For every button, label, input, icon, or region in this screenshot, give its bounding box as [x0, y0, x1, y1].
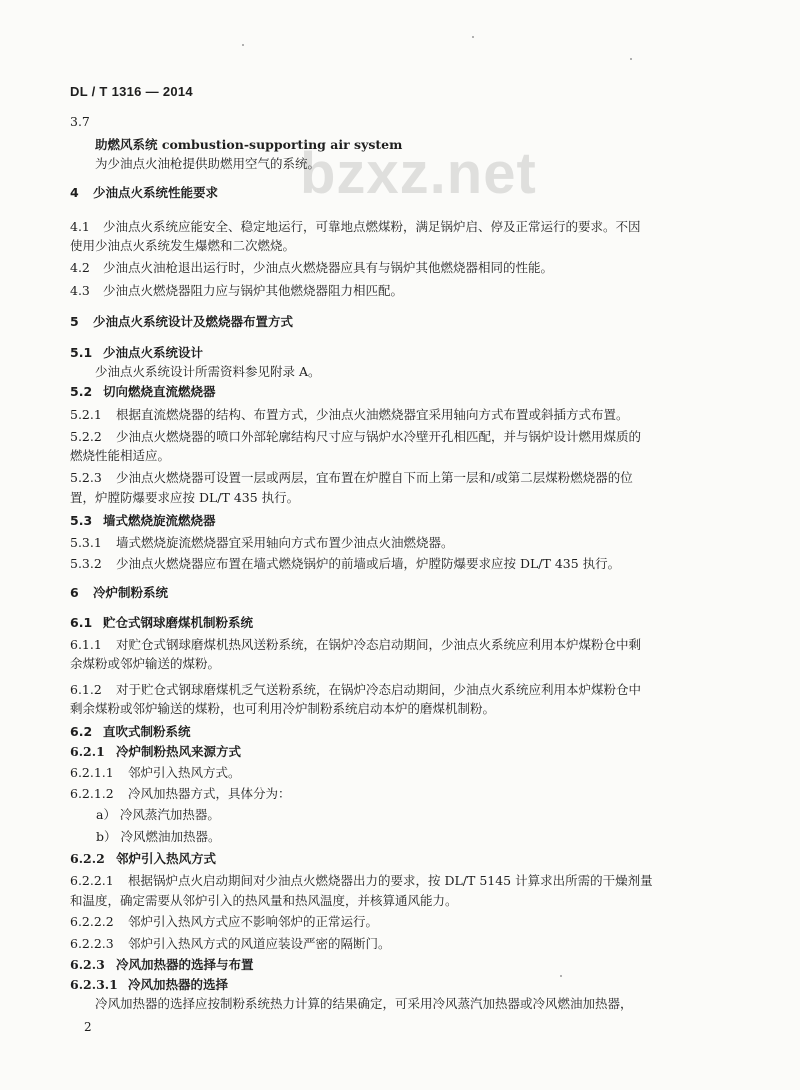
clause-text: a） 冷风蒸汽加热器。 — [96, 807, 220, 822]
clause-number: 5.3.1 — [70, 535, 102, 550]
clause-text: 贮仓式钢球磨煤机制粉系统 — [103, 615, 254, 630]
clause-text: 墙式燃烧旋流燃烧器宜采用轴向方式布置少油点火油燃烧器。 — [116, 535, 454, 550]
clause-text: 冷风加热器的选择应按制粉系统热力计算的结果确定，可采用冷风蒸汽加热器或冷风燃油加热器， — [95, 996, 633, 1011]
clause-text: 剩余煤粉或邻炉输送的煤粉，也可利用冷炉制粉系统启动本炉的磨煤机制粉。 — [70, 701, 496, 716]
clause-text: 少油点火系统应能安全、稳定地运行，可靠地点燃煤粉，满足锅炉启、停及正常运行的要求。不因 — [103, 219, 641, 234]
clause-text: 少油点火系统设计所需资料参见附录 A。 — [95, 364, 321, 379]
scan-speck — [242, 44, 244, 46]
clause-number: 6.1 — [70, 615, 93, 630]
clause-number: 5 — [70, 314, 79, 329]
clause-number: 6.1.1 — [70, 637, 102, 652]
clause-text: 邻炉引入热风方式 — [116, 851, 217, 866]
standard-header: DL / T 1316 — 2014 — [70, 84, 193, 99]
clause-number: 6.2.2.3 — [70, 936, 114, 951]
clause-number: 3.7 — [70, 114, 90, 129]
clause-text: 少油点火燃烧器阻力应与锅炉其他燃烧器阻力相匹配。 — [103, 283, 404, 298]
clause-number: 5.2.3 — [70, 470, 102, 485]
clause-number: 5.2.2 — [70, 429, 102, 444]
clause-text: 邻炉引入热风方式应不影响邻炉的正常运行。 — [128, 914, 379, 929]
clause-text: 使用少油点火系统发生爆燃和二次燃烧。 — [70, 238, 296, 253]
clause-text: 余煤粉或邻炉输送的煤粉。 — [70, 656, 221, 671]
clause-number: 5.3 — [70, 513, 93, 528]
clause-number: 4.1 — [70, 219, 90, 234]
clause-text: 冷风加热器的选择与布置 — [116, 957, 254, 972]
clause-text: 对于贮仓式钢球磨煤机乏气送粉系统，在锅炉冷态启动期间，少油点火系统应利用本炉煤粉仓中 — [116, 682, 642, 697]
clause-text: 墙式燃烧旋流燃烧器 — [103, 513, 216, 528]
clause-text: 少油点火燃烧器可设置一层或两层，宜布置在炉膛自下而上第一层和/或第二层煤粉燃烧器的位 — [116, 470, 633, 485]
clause-text: 根据锅炉点火启动期间对少油点火燃烧器出力的要求，按 DL/T 5145 计算求出所需的干燥剂量 — [128, 873, 653, 888]
clause-number: 6.2.1 — [70, 744, 105, 759]
clause-number: 6.2.1.2 — [70, 786, 114, 801]
clause-number: 5.2.1 — [70, 407, 102, 422]
clause-text: 邻炉引入热风方式。 — [128, 765, 241, 780]
clause-number: 5.1 — [70, 345, 93, 360]
clause-number: 4.3 — [70, 283, 90, 298]
clause-number: 5.2 — [70, 384, 93, 399]
clause-text: 为少油点火油枪提供助燃用空气的系统。 — [95, 156, 321, 171]
clause-number: 6.2.2.1 — [70, 873, 114, 888]
clause-text: 燃烧性能相适应。 — [70, 448, 171, 463]
clause-text: 少油点火系统性能要求 — [93, 185, 219, 200]
clause-text: 切向燃烧直流燃烧器 — [103, 384, 216, 399]
clause-number: 4.2 — [70, 260, 90, 275]
scan-speck — [472, 36, 474, 38]
clause-text: 少油点火系统设计及燃烧器布置方式 — [93, 314, 294, 329]
clause-number: 6 — [70, 585, 79, 600]
clause-text: 和温度，确定需要从邻炉引入的热风量和热风温度，并核算通风能力。 — [70, 893, 458, 908]
clause-number: 5.3.2 — [70, 556, 102, 571]
clause-number: 6.2.1.1 — [70, 765, 114, 780]
clause-text: 根据直流燃烧器的结构、布置方式，少油点火油燃烧器宜采用轴向方式布置或斜插方式布置。 — [116, 407, 629, 422]
watermark: bzxz.net — [300, 141, 537, 206]
clause-text: 邻炉引入热风方式的风道应装设严密的隔断门。 — [128, 936, 391, 951]
clause-number: 4 — [70, 185, 79, 200]
scan-speck — [560, 975, 562, 977]
page-number: 2 — [84, 1020, 92, 1034]
clause-text: 助燃风系统 combustion-supporting air system — [95, 137, 403, 152]
clause-number: 6.1.2 — [70, 682, 102, 697]
scan-speck — [630, 58, 632, 60]
clause-text: 少油点火燃烧器应布置在墙式燃烧锅炉的前墙或后墙，炉膛防爆要求应按 DL/T 435 执行。 — [116, 556, 621, 571]
clause-text: 少油点火系统设计 — [103, 345, 204, 360]
clause-text: 少油点火油枪退出运行时，少油点火燃烧器应具有与锅炉其他燃烧器相同的性能。 — [103, 260, 554, 275]
clause-number: 6.2.2.2 — [70, 914, 114, 929]
clause-number: 6.2.3.1 — [70, 977, 118, 992]
clause-text: 对贮仓式钢球磨煤机热风送粉系统，在锅炉冷态启动期间，少油点火系统应利用本炉煤粉仓中剩 — [116, 637, 642, 652]
clause-number: 6.2.3 — [70, 957, 105, 972]
clause-text: 冷炉制粉热风来源方式 — [116, 744, 242, 759]
clause-text: 冷风加热器方式，具体分为： — [128, 786, 291, 801]
clause-text: 冷风加热器的选择 — [128, 977, 229, 992]
clause-text: 少油点火燃烧器的喷口外部轮廓结构尺寸应与锅炉水冷壁开孔相匹配，并与锅炉设计燃用煤质的 — [116, 429, 642, 444]
clause-number: 6.2 — [70, 724, 93, 739]
clause-text: 直吹式制粉系统 — [103, 724, 191, 739]
clause-text: 冷炉制粉系统 — [93, 585, 169, 600]
clause-number: 6.2.2 — [70, 851, 105, 866]
clause-text: 置，炉膛防爆要求应按 DL/T 435 执行。 — [70, 490, 300, 505]
clause-text: b） 冷风燃油加热器。 — [96, 829, 221, 844]
